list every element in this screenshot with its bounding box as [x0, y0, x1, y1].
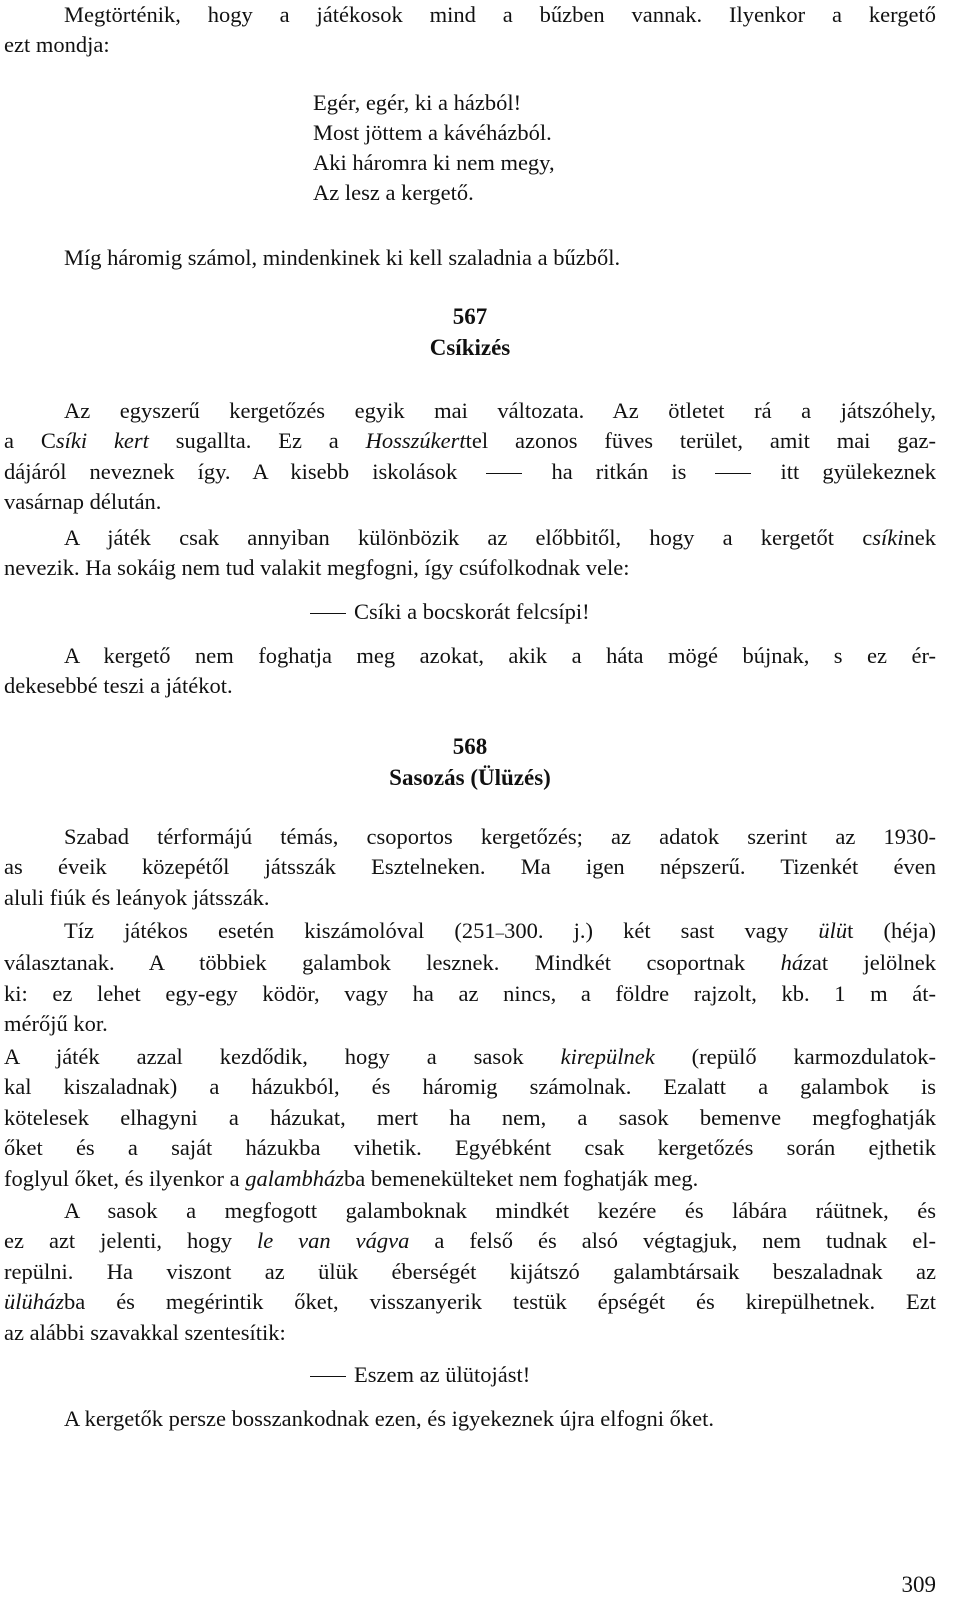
text-line: Szabad térformájú témás, csoportos kergetőzés; az adatok szerint az 1930-	[64, 824, 936, 849]
text-line: A kergető nem foghatja meg azokat, akik a háta mögé bújnak, s ez ér-	[64, 643, 936, 668]
section-567-paragraph-1	[4, 396, 936, 518]
section-title-567: Csíkizés	[429, 335, 511, 360]
section-568-paragraph-3	[4, 1042, 936, 1194]
text-line: ezt mondja:	[4, 32, 110, 58]
text-line: dekesebbé teszi a játékot.	[4, 673, 233, 699]
rhyme-verse	[313, 88, 555, 208]
verse-line: Most jöttem a kávéházból.	[313, 120, 552, 145]
section-568-paragraph-4	[4, 1196, 936, 1348]
section-number-568: 568	[452, 734, 488, 759]
text-line: ülüházba és megérintik őket, visszanyerik testük épségét és kirepülhetnek. Ezt	[4, 1289, 936, 1315]
em-dash	[310, 1376, 346, 1377]
section-567-paragraph-2	[4, 523, 936, 584]
text-line: A játék azzal kezdődik, hogy a sasok kirepülnek (repülő karmozdulatok-	[4, 1044, 936, 1069]
section-number-567: 567	[452, 304, 488, 329]
section-568-paragraph-1	[4, 822, 936, 913]
text-line: az alábbi szavakkal szentesítik:	[4, 1319, 286, 1345]
intro-paragraph	[4, 0, 936, 61]
after-verse-text: Míg háromig számol, mindenkinek ki kell szaladnia a bűzből.	[64, 245, 621, 270]
text-line: vasárnap délután.	[4, 489, 162, 515]
em-dash	[486, 473, 522, 474]
text-line: dájáról neveznek így. A kisebb iskolások ha ritkán is itt gyülekeznek	[4, 458, 937, 484]
text-line: kötelesek elhagyni a házukat, mert ha nem, a sasok bemenve megfoghatják	[4, 1104, 936, 1130]
text-line: repülni. Ha viszont az ülük éberségét kijátszó galambtársaik beszaladnak az	[4, 1258, 936, 1284]
text-line: Az egyszerű kergetőzés egyik mai változata. Az ötletet rá a játszóhely,	[64, 398, 936, 423]
section-568-paragraph-2	[4, 916, 936, 1040]
text-line: ki: ez lehet egy-egy ködör, vagy ha az nincs, a földre rajzolt, kb. 1 m át-	[4, 980, 936, 1006]
quote-line: Csíki a bocskorát felcsípi!	[310, 597, 590, 627]
text-line: őket és a saját házukba vihetik. Egyébként csak kergetőzés során ejthetik	[4, 1135, 936, 1161]
text-line: a Csíki kert sugallta. Ez a Hosszúkerttel azonos füves terület, amit mai gaz-	[4, 428, 936, 454]
text-line: választanak. A többiek galambok lesznek. Mindkét csoportnak házat jelölnek	[4, 950, 936, 976]
section-567-paragraph-3	[4, 641, 936, 702]
text-line: A játék csak annyiban különbözik az előbbitől, hogy a kergetőt csíkinek	[64, 525, 936, 550]
page-number: 309	[901, 1572, 936, 1597]
section-title-568: Sasozás (Ülüzés)	[389, 765, 551, 790]
text-line: as éveik közepétől játsszák Esztelneken. Ma igen népszerű. Tizenkét éven	[4, 854, 936, 880]
verse-line: Az lesz a kergető.	[313, 180, 474, 205]
text-line: Tíz játékos esetén kiszámolóval (251–300. j.) két sast vagy ülüt (héja)	[64, 918, 936, 943]
text-line: foglyul őket, és ilyenkor a galambházba bemenekülteket nem foghatják meg.	[4, 1165, 699, 1191]
verse-line: Aki háromra ki nem megy,	[313, 150, 555, 175]
text-line: mérőjű kor.	[4, 1011, 108, 1037]
final-sentence: A kergetők persze bosszankodnak ezen, és igyekeznek újra elfogni őket.	[64, 1406, 714, 1431]
quote-line: Eszem az ülütojást!	[310, 1360, 530, 1390]
em-dash	[310, 613, 346, 614]
text-line: Megtörténik, hogy a játékosok mind a bűzben vannak. Ilyenkor a kergető	[64, 2, 936, 27]
text-line: nevezik. Ha sokáig nem tud valakit megfogni, így csúfolkodnak vele:	[4, 555, 630, 581]
text-line: kal kiszaladnak) a házukból, és háromig számolnak. Ezalatt a galambok is	[4, 1074, 936, 1100]
text-line: aluli fiúk és leányok játsszák.	[4, 884, 270, 910]
verse-line: Egér, egér, ki a házból!	[313, 90, 522, 115]
em-dash	[715, 473, 751, 474]
text-line: ez azt jelenti, hogy le van vágva a felső és alsó végtagjuk, nem tudnak el-	[4, 1228, 936, 1254]
text-line: A sasok a megfogott galamboknak mindkét kezére és lábára ráütnek, és	[64, 1198, 936, 1223]
